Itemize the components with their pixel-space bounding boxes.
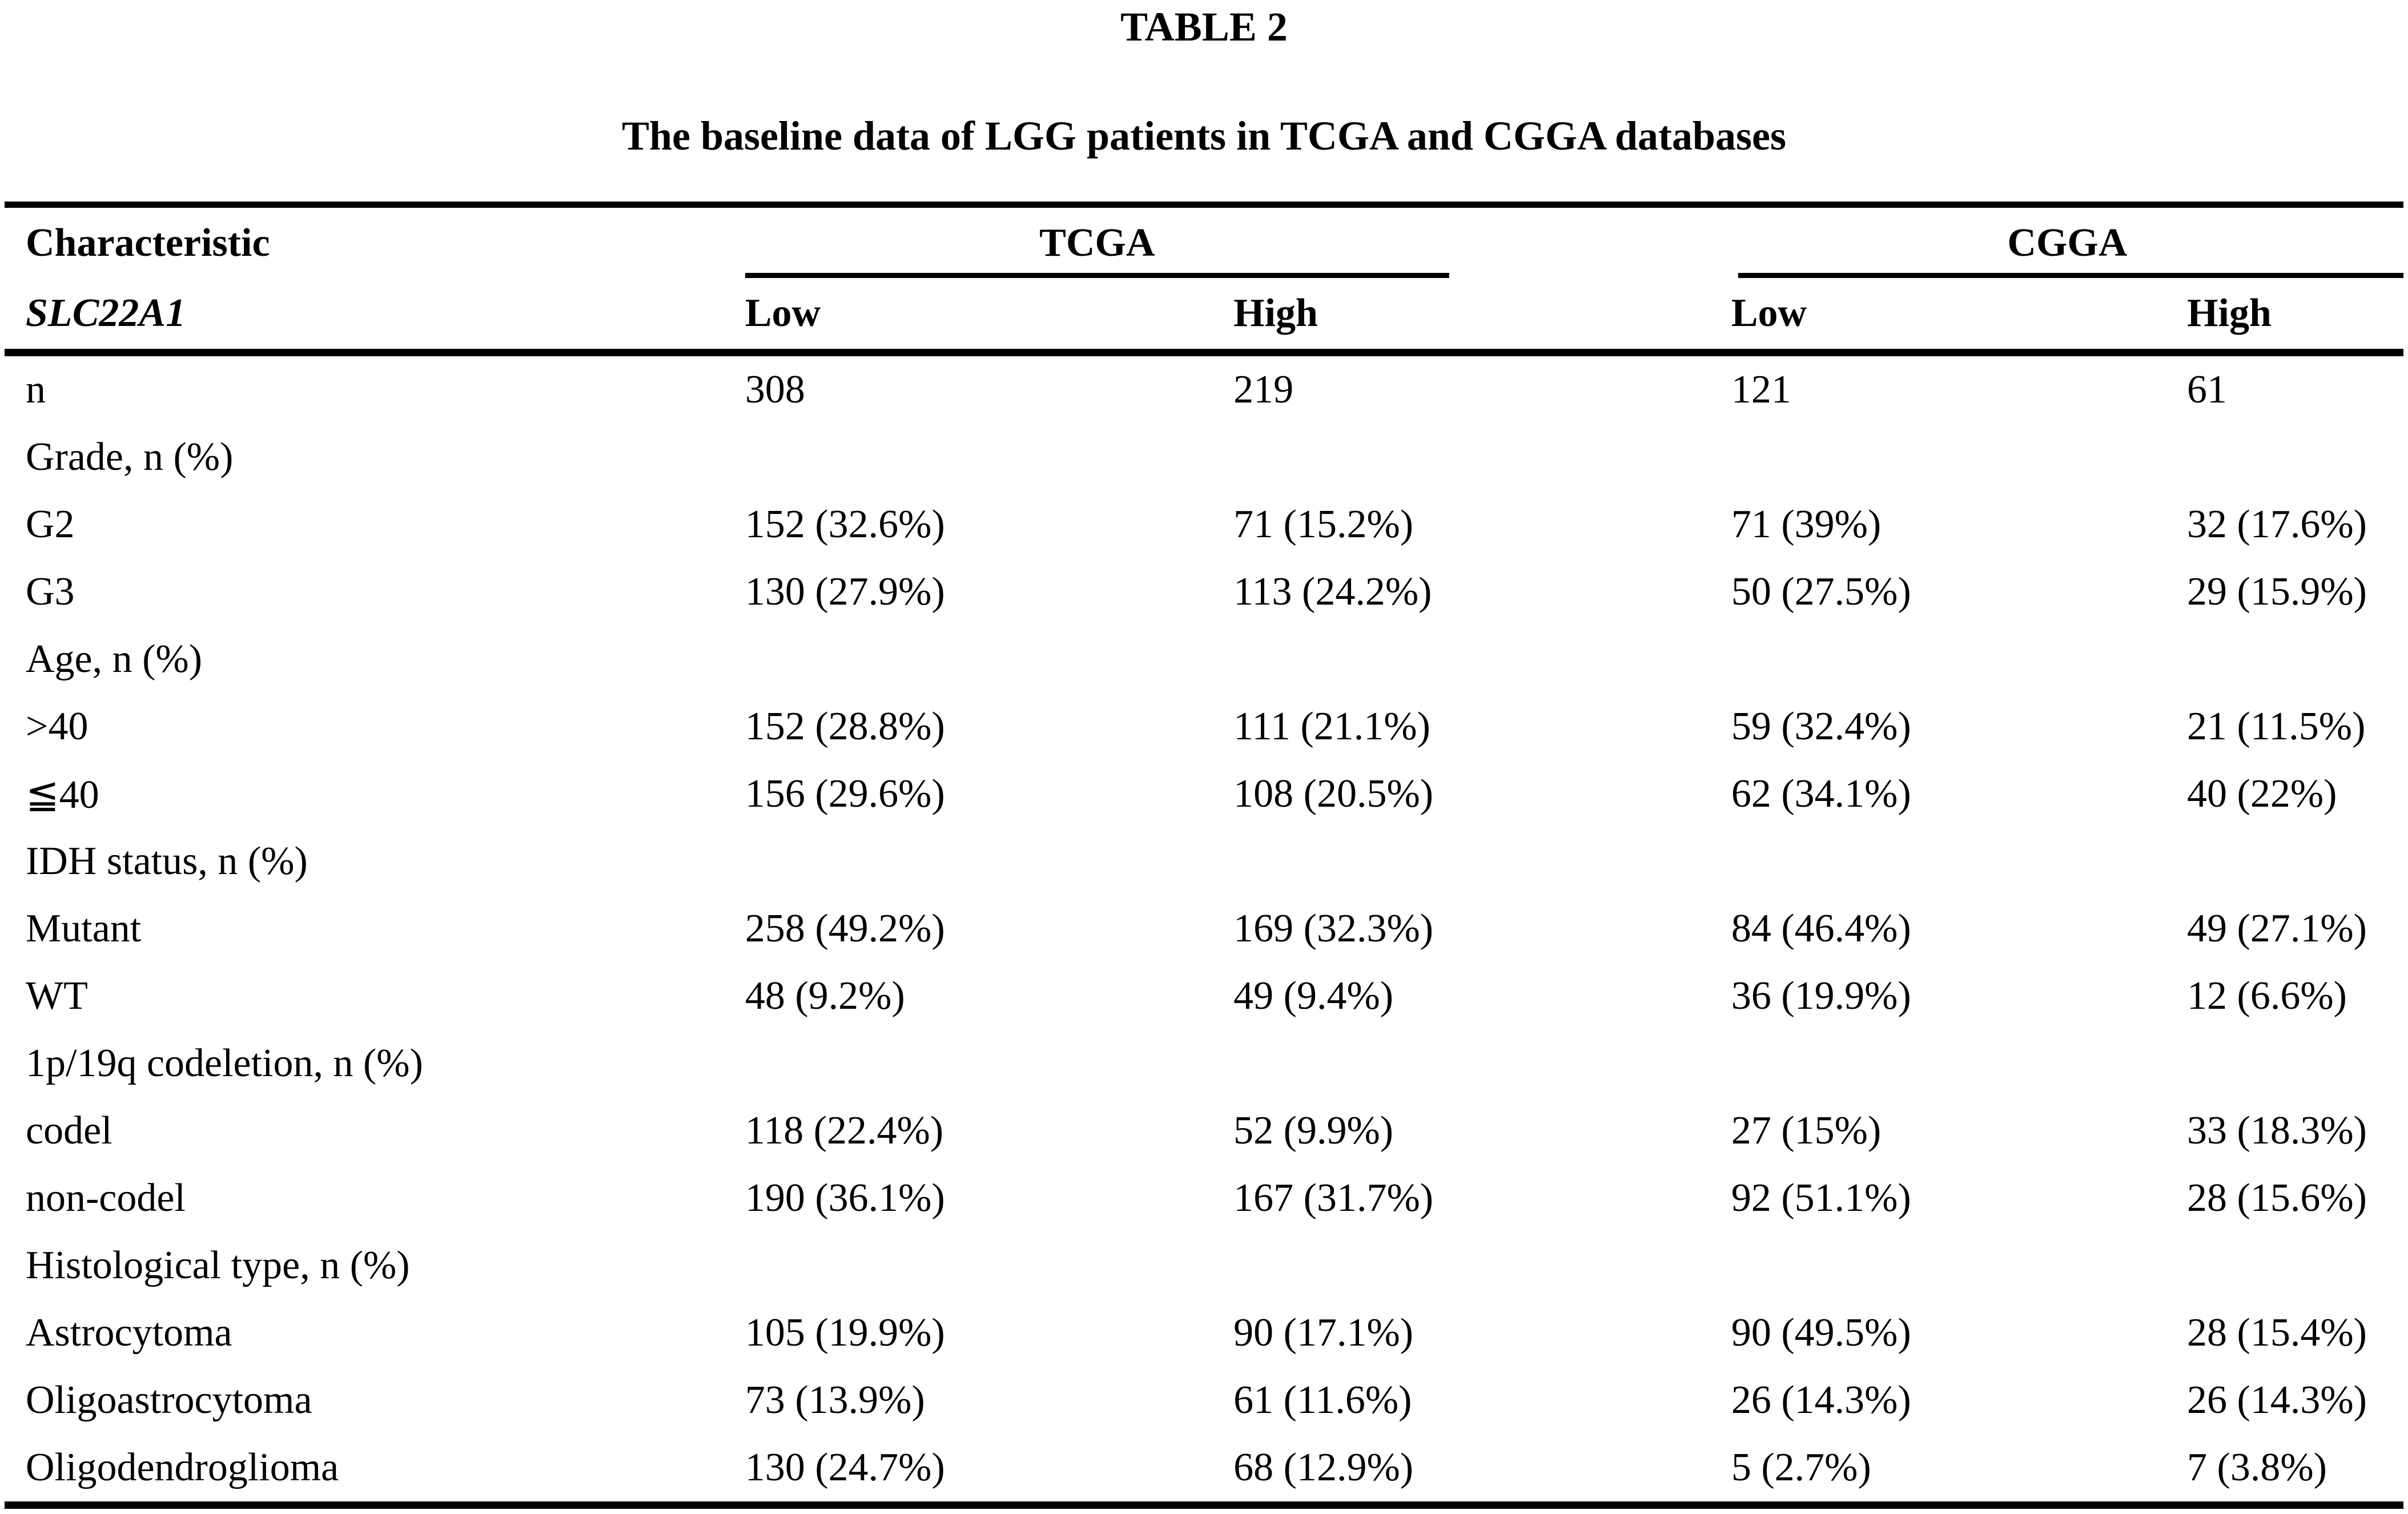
- table-body: [5, 356, 2403, 1501]
- cell-cgga-low: 90 (49.5%): [1731, 1311, 1911, 1355]
- cell-tcga-low: 258 (49.2%): [745, 907, 945, 951]
- cell-tcga-high: 219: [1233, 368, 1294, 412]
- table-row: [5, 693, 2403, 760]
- subcol-cgga-low: Low: [1731, 291, 1807, 336]
- cell-cgga-low: 71 (39%): [1731, 502, 1882, 547]
- cell-tcga-low: 152 (32.6%): [745, 502, 945, 547]
- cell-cgga-low: 84 (46.4%): [1731, 907, 1911, 951]
- row-label: 1p/19q codeletion, n (%): [26, 1041, 423, 1086]
- row-label: codel: [26, 1109, 112, 1153]
- cell-cgga-high: 21 (11.5%): [2187, 704, 2366, 749]
- column-group-cgga-label: CGGA: [2007, 220, 2128, 265]
- table-header-rule: [5, 349, 2403, 356]
- cell-cgga-low: 62 (34.1%): [1731, 772, 1911, 816]
- cell-cgga-low: 26 (14.3%): [1731, 1378, 1911, 1423]
- table-top-rule: [5, 202, 2403, 208]
- cell-tcga-high: 167 (31.7%): [1233, 1176, 1434, 1221]
- cell-tcga-high: 49 (9.4%): [1233, 974, 1394, 1018]
- cell-cgga-high: 40 (22%): [2187, 772, 2337, 816]
- table-row: [5, 1030, 2403, 1097]
- table-row: [5, 626, 2403, 693]
- subcol-tcga-low: Low: [745, 291, 821, 336]
- tcga-group-underline: [745, 273, 1449, 278]
- subcol-cgga-high: High: [2187, 291, 2272, 336]
- table-row: [5, 1434, 2403, 1501]
- cell-tcga-high: 68 (12.9%): [1233, 1445, 1414, 1490]
- table-row: [5, 424, 2403, 491]
- cell-cgga-low: 27 (15%): [1731, 1109, 1882, 1153]
- row-label: Oligoastrocytoma: [26, 1378, 312, 1423]
- cell-cgga-high: 61: [2187, 368, 2228, 412]
- row-label: G3: [26, 570, 75, 614]
- row-label: Histological type, n (%): [26, 1243, 410, 1288]
- cell-tcga-low: 73 (13.9%): [745, 1378, 925, 1423]
- cgga-group-underline: [1738, 273, 2403, 278]
- cell-tcga-high: 113 (24.2%): [1233, 570, 1432, 614]
- cell-cgga-low: 59 (32.4%): [1731, 704, 1911, 749]
- cell-tcga-low: 308: [745, 368, 805, 412]
- table-caption: The baseline data of LGG patients in TCGA and CGGA databases: [621, 113, 1787, 159]
- row-label: n: [26, 368, 46, 412]
- table-row: [5, 491, 2403, 558]
- row-label: Grade, n (%): [26, 435, 234, 480]
- table-header-groups: [5, 208, 2403, 278]
- cell-tcga-high: 52 (9.9%): [1233, 1109, 1394, 1153]
- row-label: Astrocytoma: [26, 1311, 232, 1355]
- table-row: [5, 1299, 2403, 1367]
- cell-cgga-low: 50 (27.5%): [1731, 570, 1911, 614]
- row-label: Oligodendroglioma: [26, 1445, 339, 1490]
- table-header-subcolumns: [5, 278, 2403, 349]
- cell-cgga-high: 7 (3.8%): [2187, 1445, 2327, 1490]
- cell-tcga-low: 130 (27.9%): [745, 570, 945, 614]
- table-label: TABLE 2: [1120, 4, 1288, 50]
- table-row: [5, 963, 2403, 1030]
- row-label: >40: [26, 704, 89, 749]
- column-group-cgga: [1731, 208, 2403, 278]
- cell-tcga-low: 190 (36.1%): [745, 1176, 945, 1221]
- table-row: [5, 760, 2403, 828]
- cell-tcga-high: 90 (17.1%): [1233, 1311, 1414, 1355]
- cell-tcga-high: 169 (32.3%): [1233, 907, 1434, 951]
- paper-table-figure: [5, 0, 2403, 1509]
- cell-cgga-low: 121: [1731, 368, 1791, 412]
- column-group-tcga-label: TCGA: [1039, 220, 1155, 265]
- cell-tcga-low: 105 (19.9%): [745, 1311, 945, 1355]
- cell-cgga-low: 36 (19.9%): [1731, 974, 1911, 1018]
- cell-tcga-low: 152 (28.8%): [745, 704, 945, 749]
- column-header-gene: SLC22A1: [26, 291, 186, 336]
- cell-cgga-high: 12 (6.6%): [2187, 974, 2347, 1018]
- row-label: WT: [26, 974, 88, 1018]
- cell-cgga-high: 49 (27.1%): [2187, 907, 2367, 951]
- row-label: G2: [26, 502, 75, 547]
- cell-cgga-low: 5 (2.7%): [1731, 1445, 1871, 1490]
- cell-cgga-high: 33 (18.3%): [2187, 1109, 2367, 1153]
- table-row: [5, 1165, 2403, 1232]
- cell-cgga-low: 92 (51.1%): [1731, 1176, 1911, 1221]
- row-label: Mutant: [26, 907, 142, 951]
- cell-tcga-high: 108 (20.5%): [1233, 772, 1434, 816]
- cell-cgga-high: 28 (15.4%): [2187, 1311, 2367, 1355]
- table-bottom-rule: [5, 1501, 2403, 1509]
- cell-tcga-high: 61 (11.6%): [1233, 1378, 1412, 1423]
- cell-tcga-low: 118 (22.4%): [745, 1109, 944, 1153]
- subcol-tcga-high: High: [1233, 291, 1318, 336]
- cell-tcga-high: 111 (21.1%): [1233, 704, 1430, 749]
- cell-tcga-low: 156 (29.6%): [745, 772, 945, 816]
- row-label: IDH status, n (%): [26, 839, 308, 884]
- cell-cgga-high: 32 (17.6%): [2187, 502, 2367, 547]
- column-group-tcga: [745, 208, 1731, 278]
- table-row: [5, 1232, 2403, 1299]
- row-label: non-codel: [26, 1176, 186, 1221]
- cell-cgga-high: 29 (15.9%): [2187, 570, 2367, 614]
- table-row: [5, 356, 2403, 424]
- table-row: [5, 1367, 2403, 1434]
- cell-cgga-high: 26 (14.3%): [2187, 1378, 2367, 1423]
- cell-tcga-low: 130 (24.7%): [745, 1445, 945, 1490]
- cell-tcga-high: 71 (15.2%): [1233, 502, 1414, 547]
- row-label: Age, n (%): [26, 637, 203, 682]
- row-label: ≦40: [26, 772, 99, 817]
- cell-tcga-low: 48 (9.2%): [745, 974, 905, 1018]
- table-row: [5, 895, 2403, 963]
- table-row: [5, 1097, 2403, 1165]
- cell-cgga-high: 28 (15.6%): [2187, 1176, 2367, 1221]
- column-header-characteristic: Characteristic: [26, 220, 270, 265]
- table-row: [5, 828, 2403, 895]
- table-row: [5, 558, 2403, 626]
